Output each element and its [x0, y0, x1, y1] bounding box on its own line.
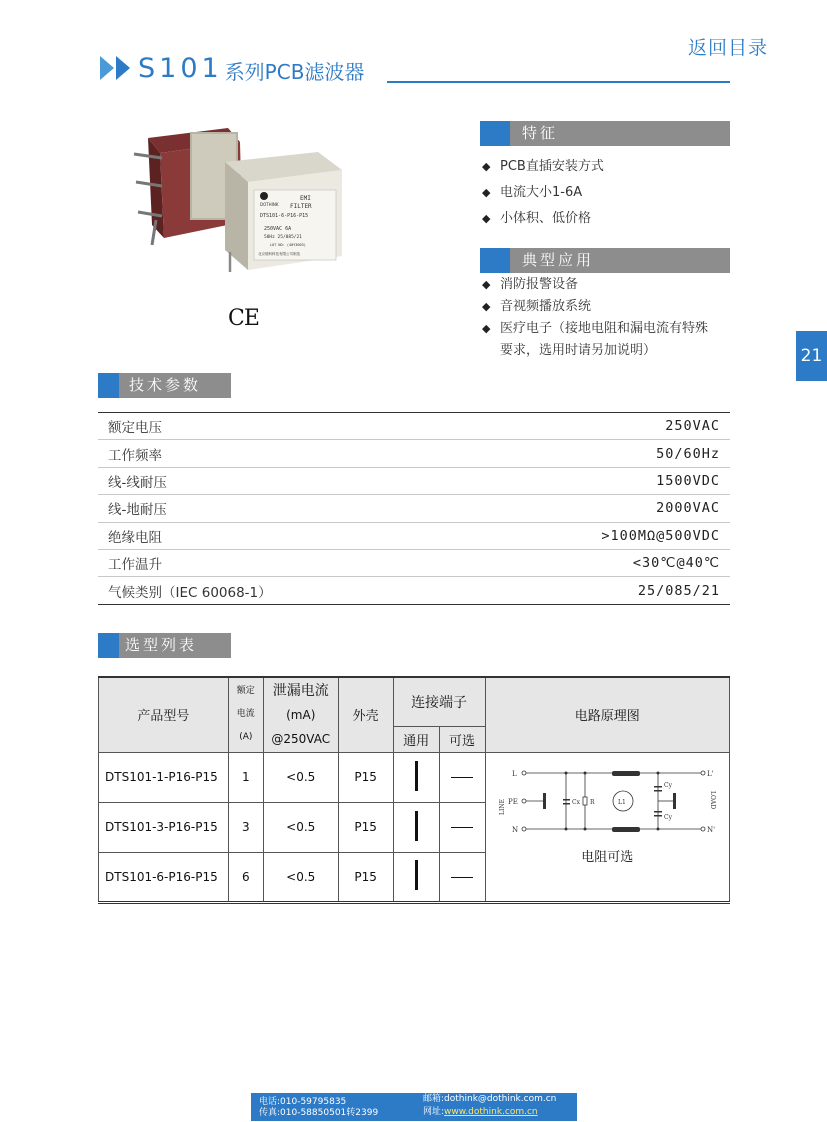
series-title: 系列PCB滤波器 [224, 59, 365, 84]
table-row: DTS101-3-P16-P15 3 <0.5 P15 [99, 802, 730, 852]
circuit-label-load: LOAD [708, 790, 716, 809]
col-header-leakage: 泄漏电流 (mA) @250VAC [263, 677, 338, 752]
table-row: DTS101-6-P16-P15 6 <0.5 P15 [99, 852, 730, 902]
series-code: S101 [138, 52, 223, 84]
circuit-label-l1: L1 [617, 798, 626, 806]
circuit-label-cy2: Cy [663, 813, 672, 821]
circuit-label-cx: Cx [571, 798, 580, 806]
col-header-model: 产品型号 [99, 677, 229, 752]
circuit-caption: 电阻可选 [581, 849, 634, 865]
circuit-label-r: R [589, 798, 595, 806]
applications-header: 典型应用 [480, 248, 730, 273]
ce-mark: CE [228, 306, 259, 331]
features-header: 特征 [480, 121, 730, 146]
diamond-bullet-icon: ◆ [482, 186, 491, 199]
dash-icon [451, 777, 473, 778]
back-to-contents-link[interactable]: 返回目录 [688, 37, 769, 59]
terminal-std-mark [393, 852, 439, 902]
list-item: ◆ 小体积、低价格 [482, 208, 604, 230]
col-header-current: 额定 电流 (A) [228, 677, 263, 752]
page-number-tab: 21 [796, 331, 827, 381]
features-list [482, 156, 604, 230]
terminal-opt-mark [439, 852, 485, 902]
chevron-right-icon [116, 56, 130, 80]
tech-params-header: 技术参数 [98, 373, 231, 398]
col-header-circuit: 电路原理图 [485, 677, 730, 752]
footer-web-label: 网址: [423, 1107, 445, 1117]
page-title [100, 52, 364, 84]
list-item: ◆ PCB直插安装方式 [482, 156, 604, 178]
table-row: 线-地耐压 2000VAC [98, 495, 730, 522]
label-line2: FILTER [290, 203, 312, 210]
pin-bar-icon [415, 761, 418, 791]
applications-list [482, 274, 737, 362]
circuit-label-l: L [511, 769, 517, 778]
col-header-terminal-opt: 可选 [439, 726, 485, 752]
list-item: ◆ 音视频播放系统 [482, 296, 737, 318]
title-underline [387, 81, 730, 83]
terminal-std-mark [393, 752, 439, 802]
label-line1: EMI [300, 195, 311, 202]
footer-email: 邮箱:dothink@dothink.com.cn [423, 1094, 557, 1104]
chevron-right-icon [100, 56, 114, 80]
list-item: 要求，选用时请另加说明） [500, 343, 657, 358]
circuit-label-cy1: Cy [663, 781, 672, 789]
diamond-bullet-icon: ◆ [482, 300, 491, 313]
diamond-bullet-icon: ◆ [482, 160, 491, 173]
table-row: 绝缘电阻 >100MΩ@500VDC [98, 522, 730, 549]
label-brand: DOTHINK [260, 202, 279, 207]
product-photo [130, 120, 355, 280]
pin-bar-icon [415, 860, 418, 890]
tech-params-table [98, 412, 730, 605]
table-row: DTS101-1-P16-P15 1 <0.5 P15 L PE N L' N' Cx R L1 Cy Cy LINE LOAD 电阻可选 [99, 752, 730, 802]
label-freq: 50Hz 25/085/21 [264, 235, 302, 240]
circuit-label-pe: PE [507, 797, 518, 806]
col-header-terminal: 连接端子 [393, 677, 485, 726]
footer-phone: 电话:010-59795835 [259, 1097, 347, 1107]
selection-header: 选型列表 [98, 633, 231, 658]
list-item: ◆ 消防报警设备 [482, 274, 737, 296]
col-header-case: 外壳 [338, 677, 393, 752]
label-model: DTS101-6-P16-P15 [260, 213, 309, 219]
circuit-label-line: LINE [498, 798, 506, 815]
col-header-terminal-std: 通用 [393, 726, 439, 752]
diamond-bullet-icon: ◆ [482, 278, 491, 291]
dash-icon [451, 827, 473, 828]
terminal-opt-mark [439, 802, 485, 852]
dash-icon [451, 877, 473, 878]
diamond-bullet-icon: ◆ [482, 212, 491, 225]
table-row: 额定电压 250VAC [98, 413, 730, 440]
label-maker: 北京德科科技有限公司制造 [258, 252, 300, 256]
circuit-diagram [486, 757, 729, 847]
pin-bar-icon [415, 811, 418, 841]
footer-fax: 传真:010-58850501转2399 [259, 1108, 379, 1118]
label-lot: LOT NO: (40Y3003) [270, 243, 306, 247]
circuit-label-n: N [511, 825, 518, 834]
table-row: 线-线耐压 1500VDC [98, 467, 730, 494]
list-item: ◆ 电流大小1-6A [482, 182, 604, 204]
terminal-opt-mark [439, 752, 485, 802]
terminal-std-mark [393, 802, 439, 852]
list-item: ◆ 医疗电子（接地电阻和漏电流有特殊 [482, 318, 737, 340]
circuit-label-l-out: L' [706, 769, 714, 778]
circuit-diagram-cell [485, 752, 730, 902]
diamond-bullet-icon: ◆ [482, 322, 491, 335]
selection-table [98, 676, 730, 904]
contact-footer [251, 1093, 577, 1121]
label-rating: 250VAC 6A [264, 226, 292, 232]
table-row: 气候类别（IEC 60068-1） 25/085/21 [108, 582, 720, 601]
table-row: 工作频率 50/60Hz [98, 440, 730, 467]
front-filter-unit [225, 152, 342, 272]
website-link[interactable]: www.dothink.com.cn [444, 1107, 538, 1117]
circuit-label-n-out: N' [706, 825, 715, 834]
table-row: 工作温升 <30℃@40℃ [98, 549, 730, 576]
